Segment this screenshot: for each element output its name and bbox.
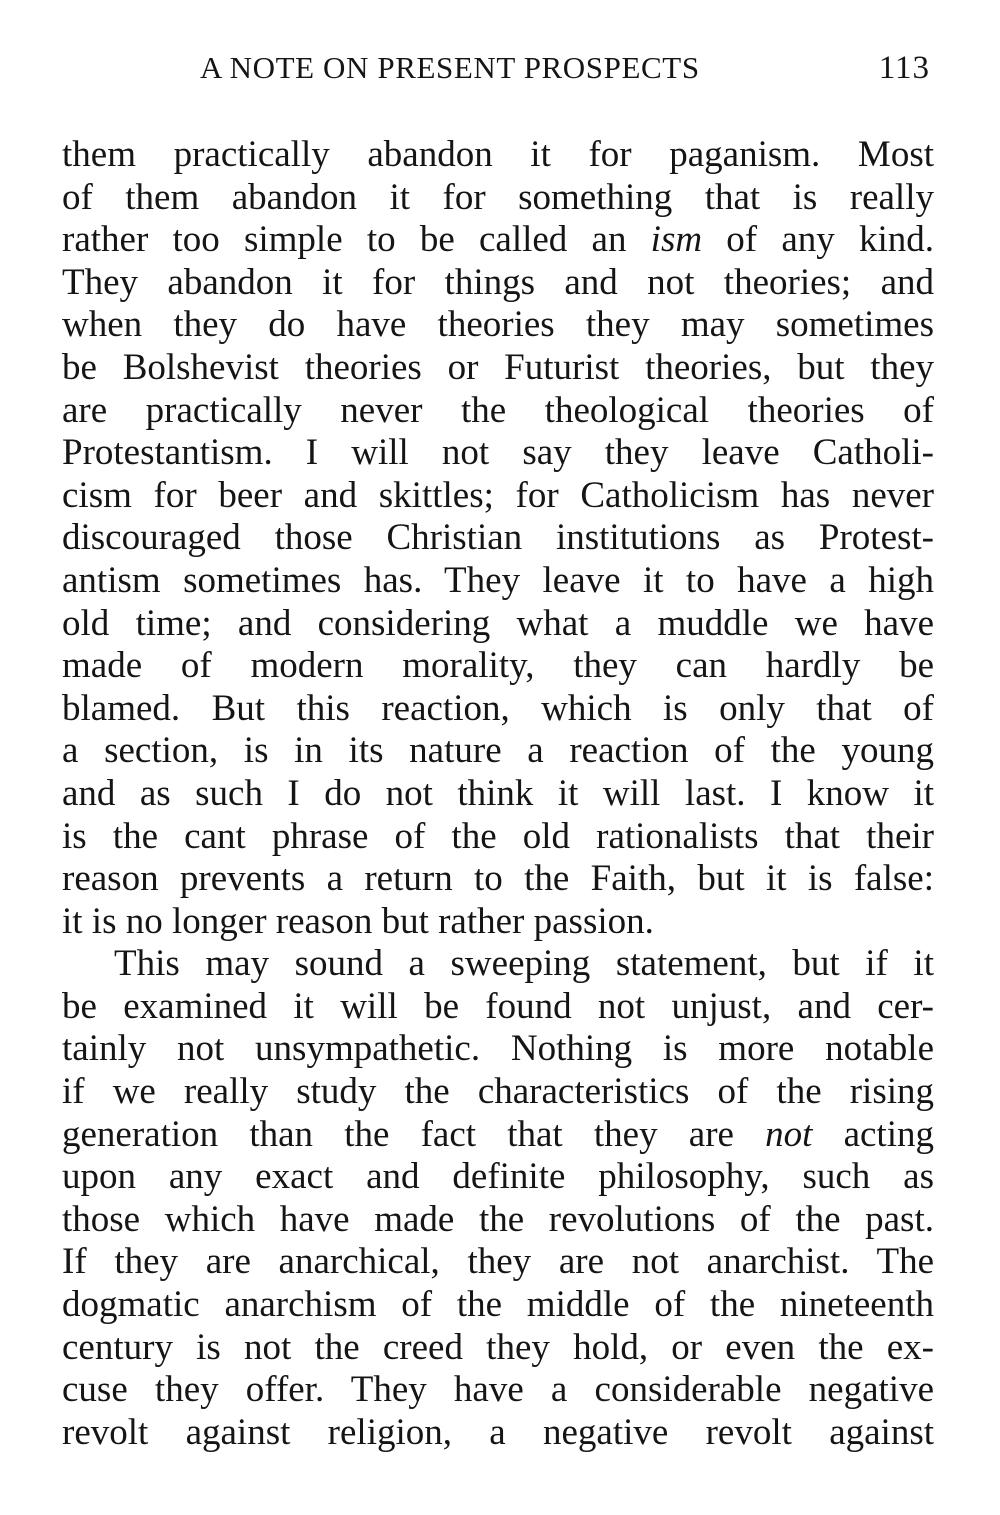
text-line: If they are anarchical, they are not anarchist. The xyxy=(62,1241,934,1283)
text-line: century is not the creed they hold, or even the ex- xyxy=(62,1326,934,1368)
text-line: Protestantism. I will not say they leave Catholi- xyxy=(62,432,934,474)
text-line: be Bolshevist theories or Futurist theories, but they xyxy=(62,346,934,388)
text-line: when they do have theories they may sometimes xyxy=(62,304,934,346)
text-line: those which have made the revolutions of the past. xyxy=(62,1198,934,1240)
text-line: dogmatic anarchism of the middle of the nineteenth xyxy=(62,1284,934,1326)
text-line: and as such I do not think it will last. I know it xyxy=(62,772,934,814)
text-line: tainly not unsympathetic. Nothing is more notable xyxy=(62,1028,934,1070)
text-line: cuse they offer. They have a considerable negative xyxy=(62,1369,934,1411)
text-line: of them abandon it for something that is really xyxy=(62,176,934,218)
text-line: They abandon it for things and not theories; and xyxy=(62,261,934,303)
text-line: a section, is in its nature a reaction of the young xyxy=(62,730,934,772)
text-line: discouraged those Christian institutions as Protest- xyxy=(62,517,934,559)
text-line: revolt against religion, a negative revolt against xyxy=(62,1411,934,1453)
text-line: if we really study the characteristics of the rising xyxy=(62,1071,934,1113)
text-line: This may sound a sweeping statement, but if it xyxy=(114,943,934,985)
running-head xyxy=(200,46,940,90)
text-line: them practically abandon it for paganism. Most xyxy=(62,134,934,175)
text-line: blamed. But this reaction, which is only that of xyxy=(62,687,934,729)
text-line: rather too simple to be called an ism of any kind. xyxy=(62,219,934,261)
text-line: cism for beer and skittles; for Catholicism has never xyxy=(62,474,934,516)
page-number: 113 xyxy=(878,50,930,86)
text-line: it is no longer reason but rather passion. xyxy=(62,900,654,942)
text-line: is the cant phrase of the old rationalists that their xyxy=(62,815,934,857)
text-line: antism sometimes has. They leave it to have a high xyxy=(62,559,934,601)
text-line: made of modern morality, they can hardly be xyxy=(62,645,934,687)
text-line: upon any exact and definite philosophy, such as xyxy=(62,1156,934,1198)
text-line: reason prevents a return to the Faith, but it is false: xyxy=(62,858,934,900)
body-text xyxy=(62,134,934,1454)
emphasis: ism xyxy=(650,219,703,261)
text-line: be examined it will be found not unjust, and cer- xyxy=(62,985,934,1027)
text-line: are practically never the theological theories of xyxy=(62,389,934,431)
emphasis: not xyxy=(765,1113,813,1155)
running-title: A NOTE ON PRESENT PROSPECTS xyxy=(200,50,700,85)
text-line: generation than the fact that they are not acting xyxy=(62,1113,934,1155)
text-line: old time; and considering what a muddle we have xyxy=(62,602,934,644)
